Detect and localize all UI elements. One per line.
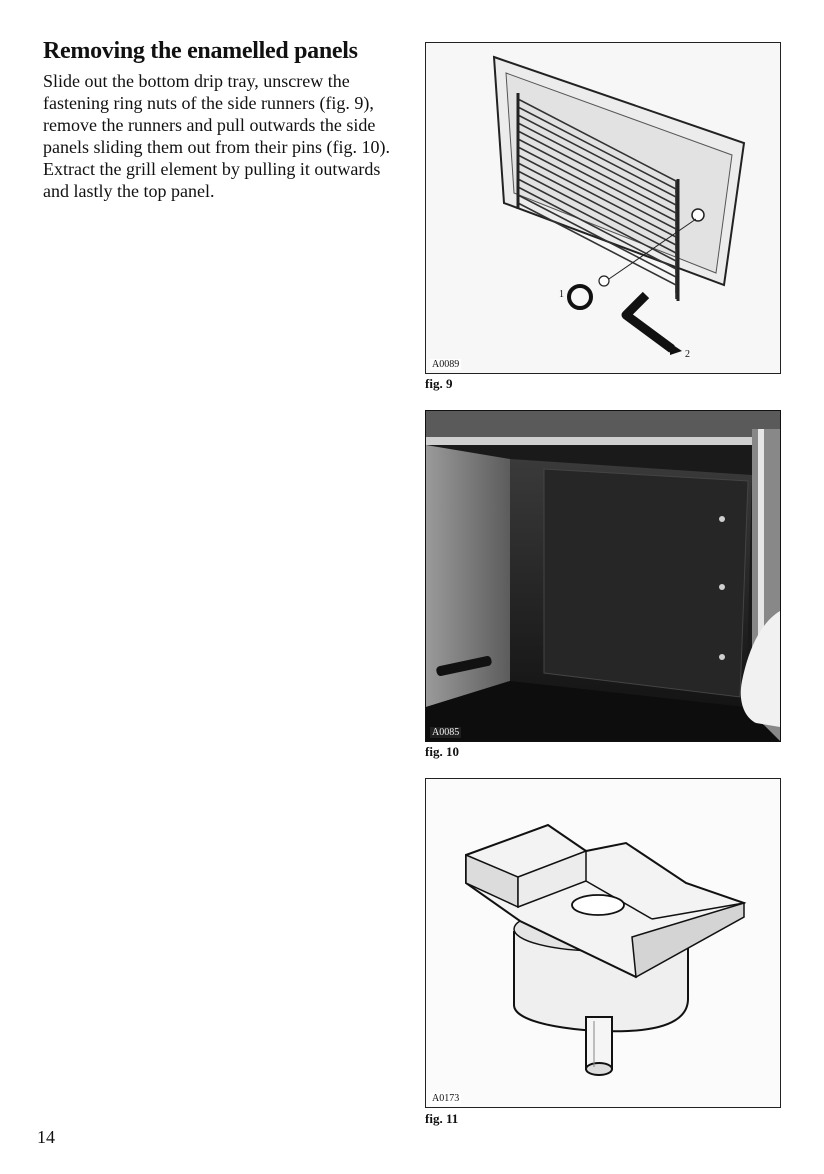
- figure-caption: fig. 10: [425, 744, 459, 759]
- instructions-text: [43, 70, 403, 202]
- fitting-pin-illustration: [426, 779, 780, 1107]
- figure-9: [425, 42, 781, 374]
- figure-caption: fig. 11: [425, 1111, 459, 1126]
- callout-2: 2: [685, 349, 690, 360]
- section-title: Removing the enamelled panels: [43, 38, 358, 64]
- callout-1: 1: [559, 289, 564, 300]
- figure-code: A0173: [432, 1093, 460, 1104]
- figure-caption: fig. 9: [425, 376, 453, 391]
- instruction-paragraph-2: Extract the grill element by pulling it outwards and lastly the top panel.: [43, 159, 381, 201]
- side-panel-runners-illustration: [426, 43, 780, 373]
- figure-code: A0089: [432, 359, 460, 370]
- instruction-paragraph-1: Slide out the bottom drip tray, unscrew the fastening ring nuts of the side runners (fig. 9), remove the runners and pull outwards the side panels sliding them out from their pins (fig. 10).: [43, 71, 390, 157]
- figure-10: [425, 410, 781, 742]
- page-number: 14: [37, 1127, 55, 1147]
- figure-11: [425, 778, 781, 1108]
- figure-code: A0085: [432, 727, 460, 738]
- oven-interior-photo: [426, 411, 780, 741]
